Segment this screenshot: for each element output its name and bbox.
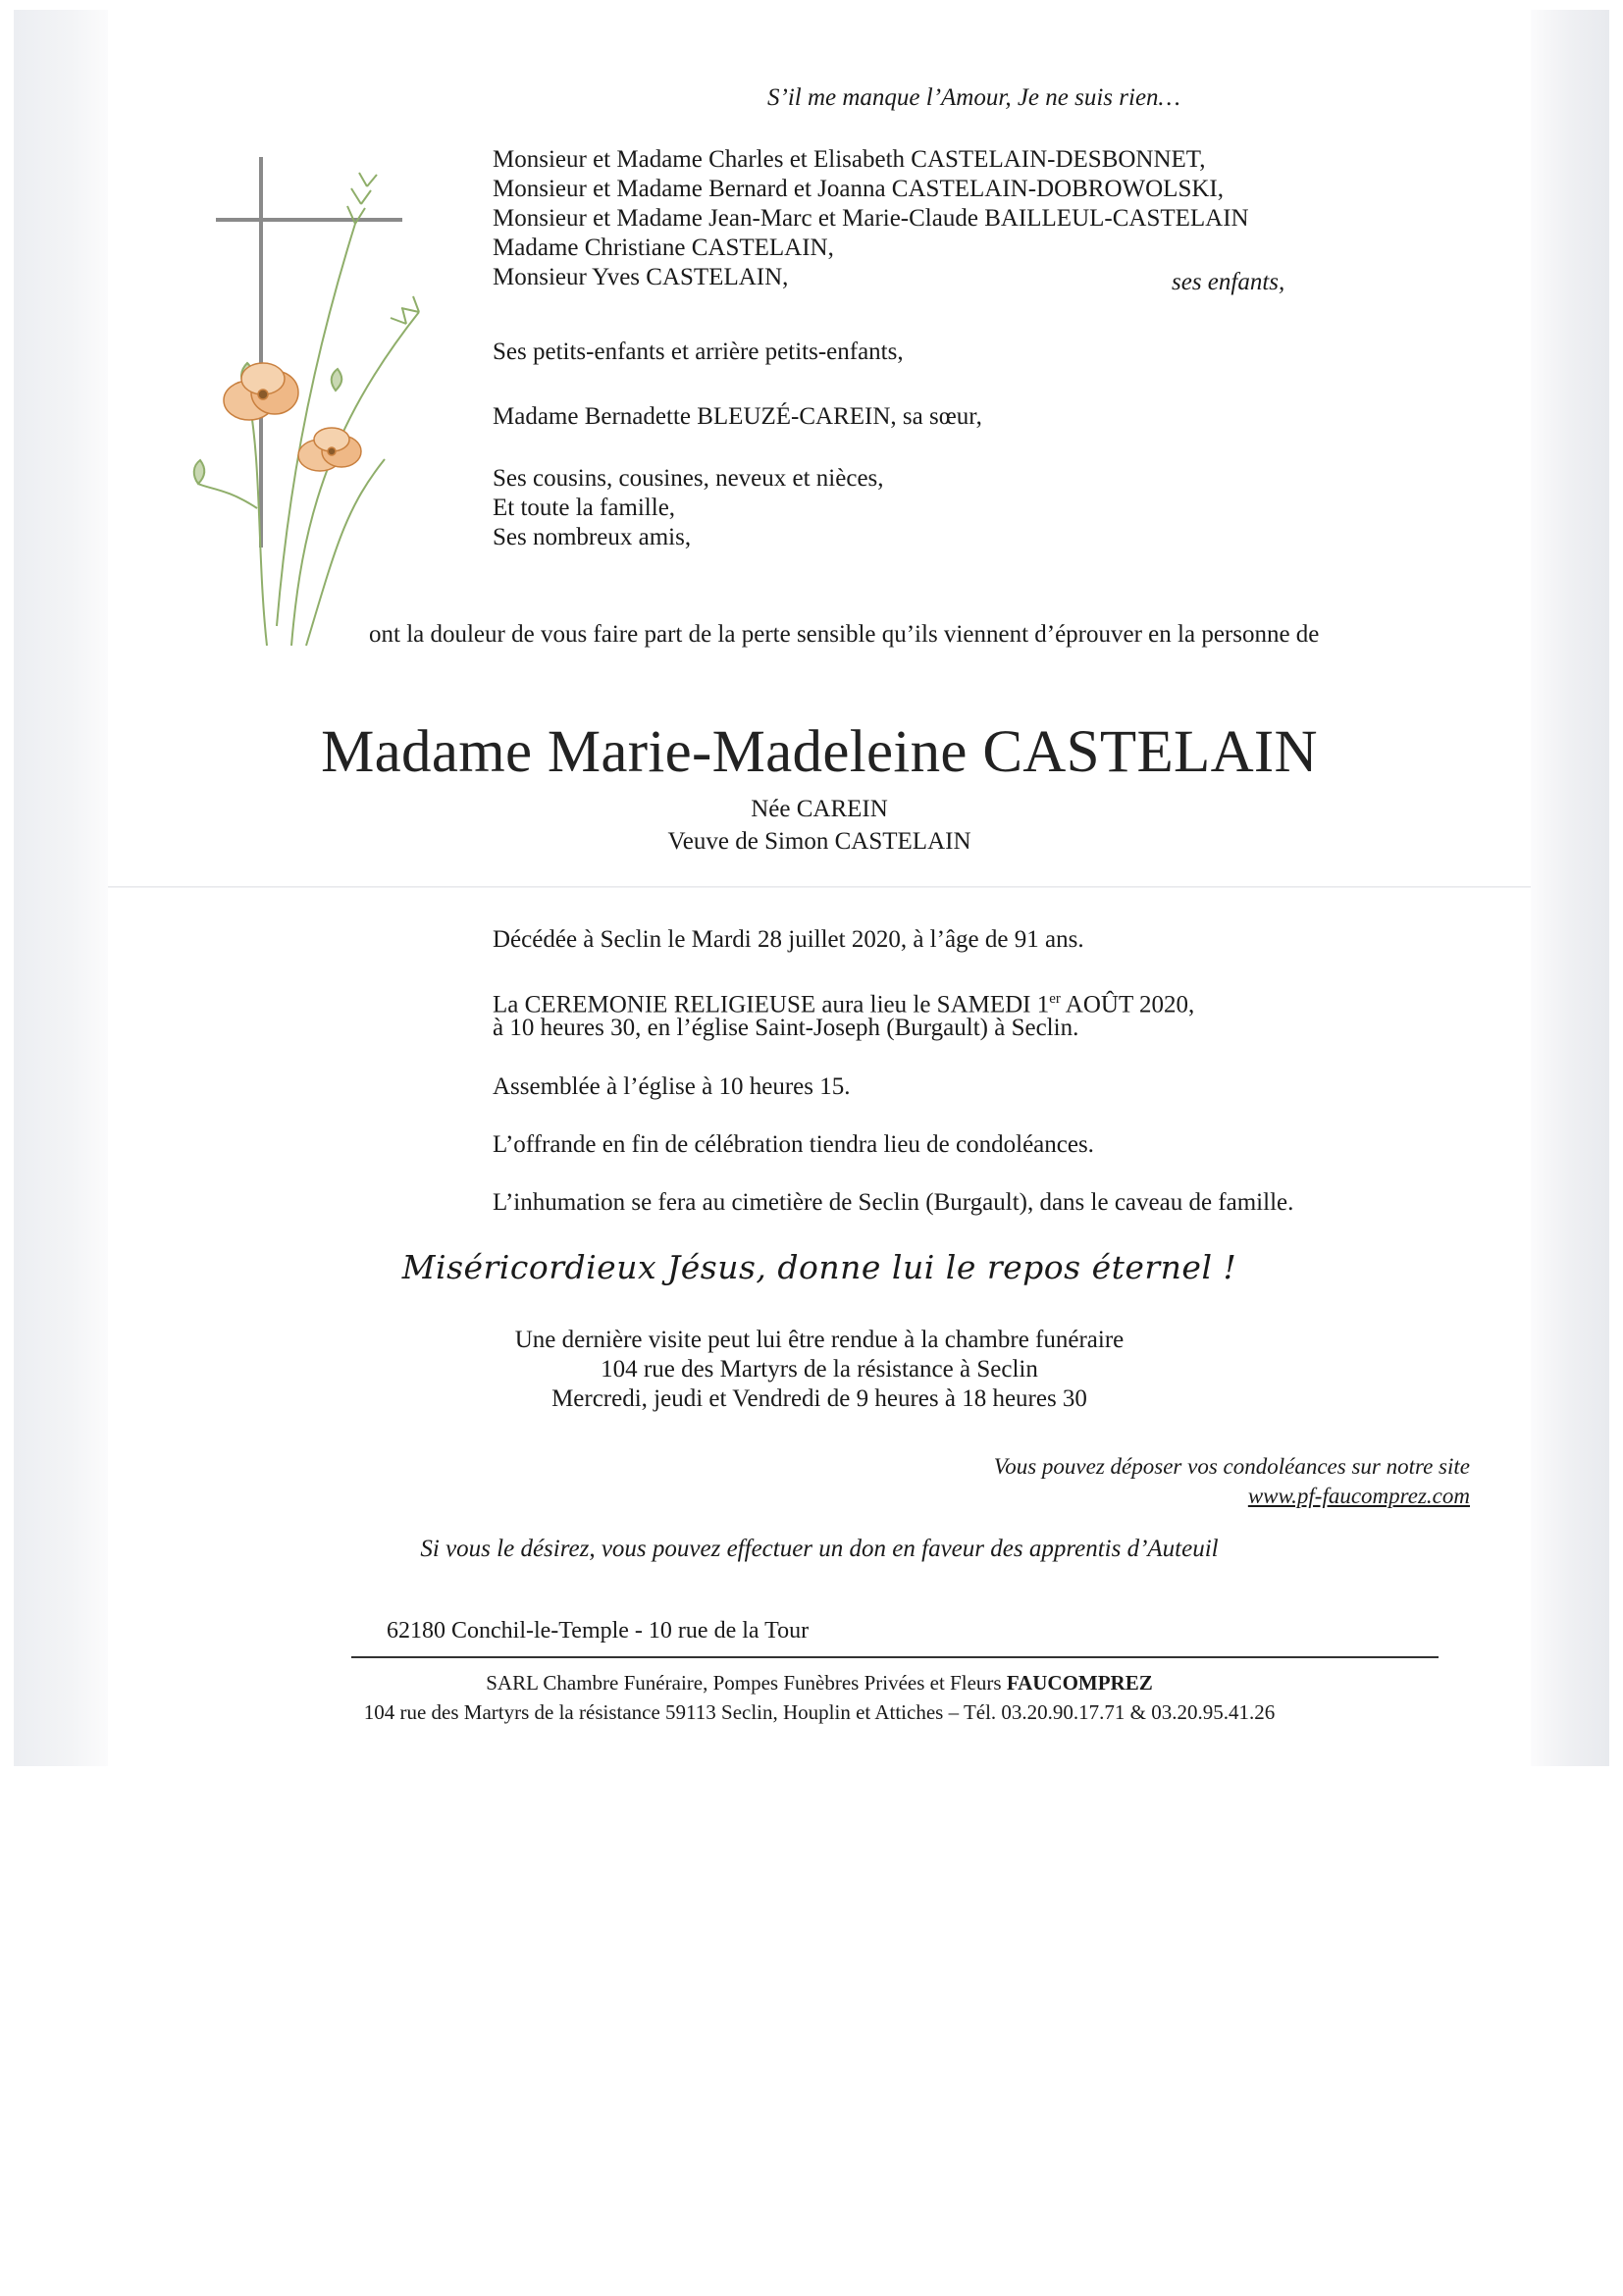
fold-crease: [108, 886, 1531, 888]
right-shadow: [1531, 10, 1609, 1766]
child-line-4: Madame Christiane CASTELAIN,: [493, 235, 834, 261]
family-address: 62180 Conchil-le-Temple - 10 rue de la Tour: [387, 1618, 810, 1644]
sister-line: Madame Bernadette BLEUZÉ-CAREIN, sa sœur,: [493, 403, 982, 430]
relatives-line-1: Ses cousins, cousines, neveux et nièces,: [493, 465, 884, 492]
offering-line: L’offrande en fin de célébration tiendra lieu de condoléances.: [493, 1131, 1094, 1158]
prayer-line: Miséricordieux Jésus, donne lui le repos éternel !: [401, 1248, 1237, 1286]
child-line-3: Monsieur et Madame Jean-Marc et Marie-Claude BAILLEUL-CASTELAIN: [493, 205, 1249, 232]
deceased-name: Madame Marie-Madeleine CASTELAIN: [321, 719, 1318, 785]
relatives-line-2: Et toute la famille,: [493, 495, 676, 521]
death-details: Décédée à Seclin le Mardi 28 juillet 2020, à l’âge de 91 ans.: [493, 926, 1084, 953]
ceremony-text-b: AOÛT 2020,: [1060, 991, 1195, 1018]
relatives-line-3: Ses nombreux amis,: [493, 524, 692, 550]
child-line-5: Monsieur Yves CASTELAIN,: [493, 264, 789, 290]
footer-company-prefix: SARL Chambre Funéraire, Pompes Funèbres Privées et Fleurs: [486, 1671, 1007, 1695]
widow-line: Veuve de Simon CASTELAIN: [667, 828, 971, 855]
footer-divider: [351, 1656, 1439, 1658]
condolences-text: Vous pouvez déposer vos condoléances sur notre site: [993, 1454, 1470, 1479]
ceremony-text-a: La CEREMONIE RELIGIEUSE aura lieu le SAMEDI 1: [493, 991, 1050, 1018]
grandchildren-line: Ses petits-enfants et arrière petits-enfants,: [493, 339, 904, 365]
ceremony-superscript: er: [1049, 991, 1061, 1007]
child-line-2: Monsieur et Madame Bernard et Joanna CASTELAIN-DOBROWOLSKI,: [493, 176, 1224, 202]
footer-company-name: FAUCOMPREZ: [1006, 1671, 1153, 1695]
ceremony-line-2: à 10 heures 30, en l’église Saint-Joseph (Burgault) à Seclin.: [493, 1015, 1079, 1041]
maiden-name: Née CAREIN: [751, 796, 888, 822]
cross-poppies-illustration: [188, 135, 444, 685]
children-label: ses enfants,: [1172, 269, 1285, 295]
condolences-link[interactable]: www.pf-faucomprez.com: [1247, 1484, 1470, 1508]
donation-line: Si vous le désirez, vous pouvez effectuer un don en faveur des apprentis d’Auteuil: [420, 1536, 1219, 1562]
footer-address: 104 rue des Martyrs de la résistance 59113 Seclin, Houplin et Attiches – Tél. 03.20.90.17.71 & 03.20.95.41.26: [363, 1700, 1276, 1724]
obituary-card: [108, 10, 1531, 1766]
assembly-line: Assemblée à l’église à 10 heures 15.: [493, 1073, 851, 1100]
child-line-1: Monsieur et Madame Charles et Elisabeth CASTELAIN-DESBONNET,: [493, 146, 1206, 173]
announcement-line: ont la douleur de vous faire part de la perte sensible qu’ils viennent d’éprouver en la personne de: [369, 621, 1320, 648]
visit-line-3: Mercredi, jeudi et Vendredi de 9 heures à 18 heures 30: [551, 1385, 1087, 1412]
visit-line-1: Une dernière visite peut lui être rendue à la chambre funéraire: [514, 1327, 1125, 1353]
left-shadow: [14, 10, 108, 1766]
epigraph: S’il me manque l’Amour, Je ne suis rien…: [767, 84, 1180, 111]
visit-line-2: 104 rue des Martyrs de la résistance à Seclin: [601, 1356, 1038, 1383]
footer-company: [108, 1670, 1531, 1696]
cross-icon: [216, 157, 402, 548]
burial-line: L’inhumation se fera au cimetière de Seclin (Burgault), dans le caveau de famille.: [493, 1189, 1294, 1216]
